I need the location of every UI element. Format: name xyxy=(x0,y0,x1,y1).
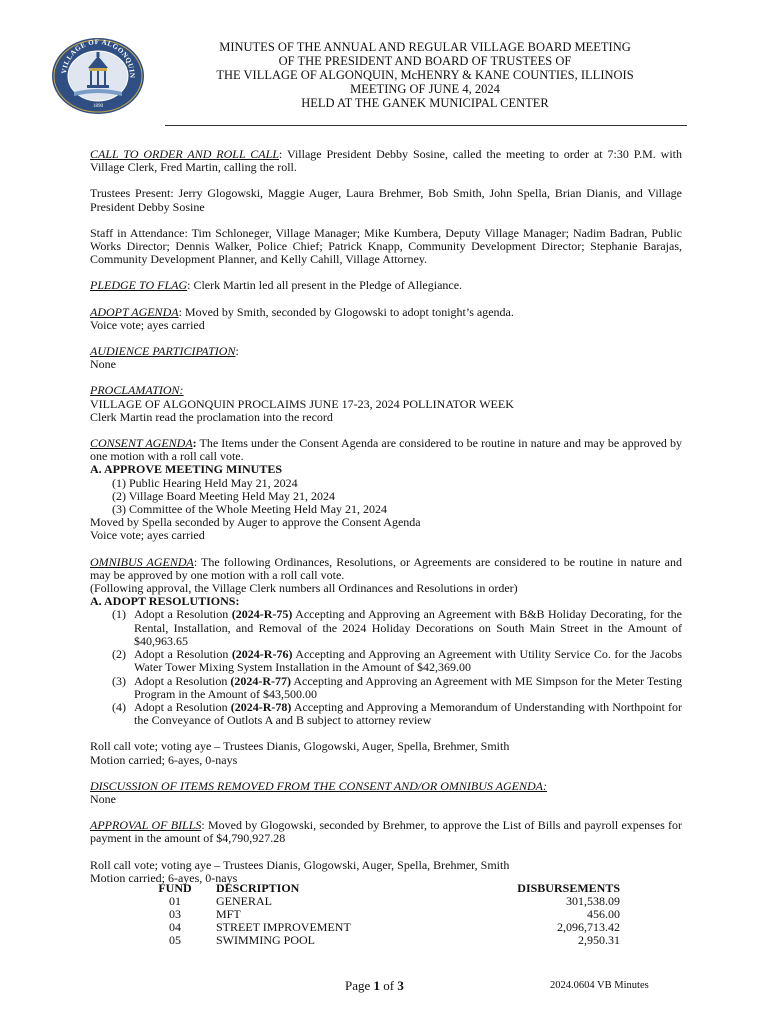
header-divider xyxy=(165,125,687,126)
section-colon: : xyxy=(192,436,197,451)
header-line: MEETING OF JUNE 4, 2024 xyxy=(350,82,500,96)
section-heading: OMNIBUS AGENDA xyxy=(90,554,194,569)
item-number: (2) xyxy=(112,647,126,662)
omnibus-agenda-section xyxy=(90,556,682,582)
item-number: (3) xyxy=(112,673,126,688)
header-line: OF THE PRESIDENT AND BOARD OF TRUSTEES OF xyxy=(278,54,572,68)
description-cell: SWIMMING POOL xyxy=(216,933,315,947)
minutes-header xyxy=(160,40,690,110)
section-text: : Moved by Smith, seconded by Glogowski to adopt tonight’s agenda. xyxy=(178,304,514,319)
village-seal-logo xyxy=(48,36,148,116)
svg-text:VILLAGE OF ALGONQUIN: VILLAGE OF ALGONQUIN xyxy=(60,37,137,79)
fund-cell: 03 xyxy=(169,907,181,921)
resolution-item xyxy=(90,648,682,674)
trustees-present: Trustees Present: Jerry Glogowski, Maggie Auger, Laura Brehmer, Bob Smith, John Spella, Brian Dianis, and Village President Debby Sosine xyxy=(90,186,682,214)
item-text xyxy=(134,701,682,727)
section-text: : Village President Debby Sosine, called the meeting to order at 7:30 P.M. with Village Clerk, Fred Martin, calling the roll. xyxy=(90,147,682,175)
omnibus-note: (Following approval, the Village Clerk numbers all Ordinances and Resolutions in order) xyxy=(90,581,518,596)
amount-cell: 2,096,713.42 xyxy=(557,920,620,934)
section-colon: : xyxy=(235,344,239,359)
item-text-pre: Adopt a Resolution xyxy=(134,673,231,688)
proclamation-note: Clerk Martin read the proclamation into the record xyxy=(90,409,333,424)
fund-cell: 04 xyxy=(169,920,181,934)
amount-cell: 2,950.31 xyxy=(578,933,620,947)
section-heading: PROCLAMATION: xyxy=(90,383,184,398)
item-text-pre: Adopt a Resolution xyxy=(134,647,232,662)
item-text xyxy=(134,608,682,648)
motion-carried: Motion carried; 6-ayes, 0-nays xyxy=(90,752,238,767)
staff-in-attendance: Staff in Attendance: Tim Schloneger, Village Manager; Mike Kumbera, Deputy Village Manager; Nadim Badran, Public Works Director; Dennis Walker, Police Chief; Patrick Knapp, Community Development Director; Stephanie Barajas, Community Development Planner, and Kelly Cahill, Village Attorney. xyxy=(90,225,682,267)
audience-section xyxy=(90,345,682,358)
item-text-post: Accepting and Approving an Agreement with B&B Holiday Decorating, for the Rental, Installation, and Removal of the 2024 Holiday Decorations on South Main Street in the Amount of $40,963.65 xyxy=(134,607,683,648)
consent-motion: Moved by Spella seconded by Auger to approve the Consent Agenda xyxy=(90,515,421,530)
resolution-code: (2024-R-77) xyxy=(230,673,292,688)
resolution-code: (2024-R-75) xyxy=(231,607,293,622)
discussion-text: None xyxy=(90,791,116,806)
vote-result: Voice vote; ayes carried xyxy=(90,317,205,332)
audience-text: None xyxy=(90,357,116,372)
total-pages: 3 xyxy=(397,978,404,993)
header-line: MINUTES OF THE ANNUAL AND REGULAR VILLAGE BOARD MEETING xyxy=(219,40,631,54)
column-header-description: DESCRIPTION xyxy=(216,881,300,895)
current-page: 1 xyxy=(373,978,381,993)
omnibus-subheading: A. ADOPT RESOLUTIONS: xyxy=(90,594,240,609)
section-heading: DISCUSSION OF ITEMS REMOVED FROM THE CONSENT AND/OR OMNIBUS AGENDA: xyxy=(90,778,547,793)
section-heading: PLEDGE TO FLAG xyxy=(90,278,188,293)
list-item: (1) Public Hearing Held May 21, 2024 xyxy=(112,475,298,490)
item-text-post: Accepting and Approving a Memorandum of Understanding with Northpoint for the Conveyance of Outlots A and B subject to attorney review xyxy=(134,699,682,728)
section-text: : Moved by Glogowski, seconded by Brehmer, to approve the List of Bills and payroll expenses for payment in the amount of $4,790,927.28 xyxy=(90,818,682,846)
minutes-body xyxy=(90,148,682,885)
section-heading: ADOPT AGENDA xyxy=(90,304,179,319)
section-heading: AUDIENCE PARTICIPATION xyxy=(90,344,236,359)
resolution-item xyxy=(90,608,682,648)
motion-carried: Motion carried; 6-ayes, 0-nays xyxy=(90,870,238,885)
item-number: (1) xyxy=(112,607,126,622)
section-text: The Items under the Consent Agenda are considered to be routine in nature and may be approved by one motion with a roll call vote. xyxy=(90,436,682,464)
page-prefix: Page xyxy=(345,978,374,993)
item-text xyxy=(134,675,682,701)
section-heading: CONSENT AGENDA xyxy=(90,436,193,451)
page-mid: of xyxy=(380,978,398,993)
list-item: (3) Committee of the Whole Meeting Held May 21, 2024 xyxy=(112,502,388,517)
section-heading: CALL TO ORDER AND ROLL CALL xyxy=(90,147,279,161)
call-to-order-section xyxy=(90,148,682,174)
list-item: (2) Village Board Meeting Held May 21, 2024 xyxy=(112,488,336,503)
roll-call-vote: Roll call vote; voting aye – Trustees Dianis, Glogowski, Auger, Spella, Brehmer, Smith xyxy=(90,739,510,754)
section-heading: APPROVAL OF BILLS xyxy=(90,818,202,833)
approval-of-bills-section xyxy=(90,819,682,845)
description-cell: GENERAL xyxy=(216,894,272,908)
roll-call-vote: Roll call vote; voting aye – Trustees Dianis, Glogowski, Auger, Spella, Brehmer, Smith xyxy=(90,857,510,872)
consent-subheading: A. APPROVE MEETING MINUTES xyxy=(90,462,283,477)
item-text xyxy=(134,648,682,674)
vote-result: Voice vote; ayes carried xyxy=(90,528,205,543)
header-line: THE VILLAGE OF ALGONQUIN, McHENRY & KANE COUNTIES, ILLINOIS xyxy=(216,68,634,82)
proclamation-title: VILLAGE OF ALGONQUIN PROCLAIMS JUNE 17-23, 2024 POLLINATOR WEEK xyxy=(90,396,514,411)
amount-cell: 301,538.09 xyxy=(566,894,620,908)
header-line: HELD AT THE GANEK MUNICIPAL CENTER xyxy=(301,96,549,110)
svg-text:1890: 1890 xyxy=(93,104,103,109)
item-number: (4) xyxy=(112,699,126,714)
section-text: : Clerk Martin led all present in the Pledge of Allegiance. xyxy=(187,278,463,293)
item-text-post: Accepting and Approving an Agreement with ME Simpson for the Meter Testing Program in the Amount of $43,500.00 xyxy=(134,673,683,701)
item-text-post: Accepting and Approving an Agreement with Utility Service Co. for the Jacobs Water Tower Mixing System Installation in the Amount of $42,369.00 xyxy=(134,647,682,675)
item-text-pre: Adopt a Resolution xyxy=(134,699,231,714)
resolution-code: (2024-R-78) xyxy=(230,699,292,714)
amount-cell: 456.00 xyxy=(587,907,620,921)
consent-agenda-section xyxy=(90,437,682,463)
section-text: : The following Ordinances, Resolutions, or Agreements are considered to be routine in nature and may be approved by one motion with a roll call vote. xyxy=(90,554,682,582)
resolution-item xyxy=(90,675,682,701)
document-id: 2024.0604 VB Minutes xyxy=(550,980,649,991)
bills-table xyxy=(150,882,620,947)
pledge-section xyxy=(90,279,682,292)
resolution-item xyxy=(90,701,682,727)
adopt-agenda-section xyxy=(90,306,682,319)
fund-cell: 05 xyxy=(169,933,181,947)
discussion-heading xyxy=(90,780,682,793)
page-number xyxy=(345,978,404,994)
column-header-disbursements: DISBURSEMENTS xyxy=(517,881,620,895)
item-text-pre: Adopt a Resolution xyxy=(134,607,232,622)
proclamation-heading xyxy=(90,384,682,397)
table-row xyxy=(150,934,620,947)
description-cell: STREET IMPROVEMENT xyxy=(216,920,351,934)
fund-cell: 01 xyxy=(169,894,181,908)
description-cell: MFT xyxy=(216,907,241,921)
resolution-code: (2024-R-76) xyxy=(231,647,293,662)
column-header-fund: FUND xyxy=(158,881,192,895)
